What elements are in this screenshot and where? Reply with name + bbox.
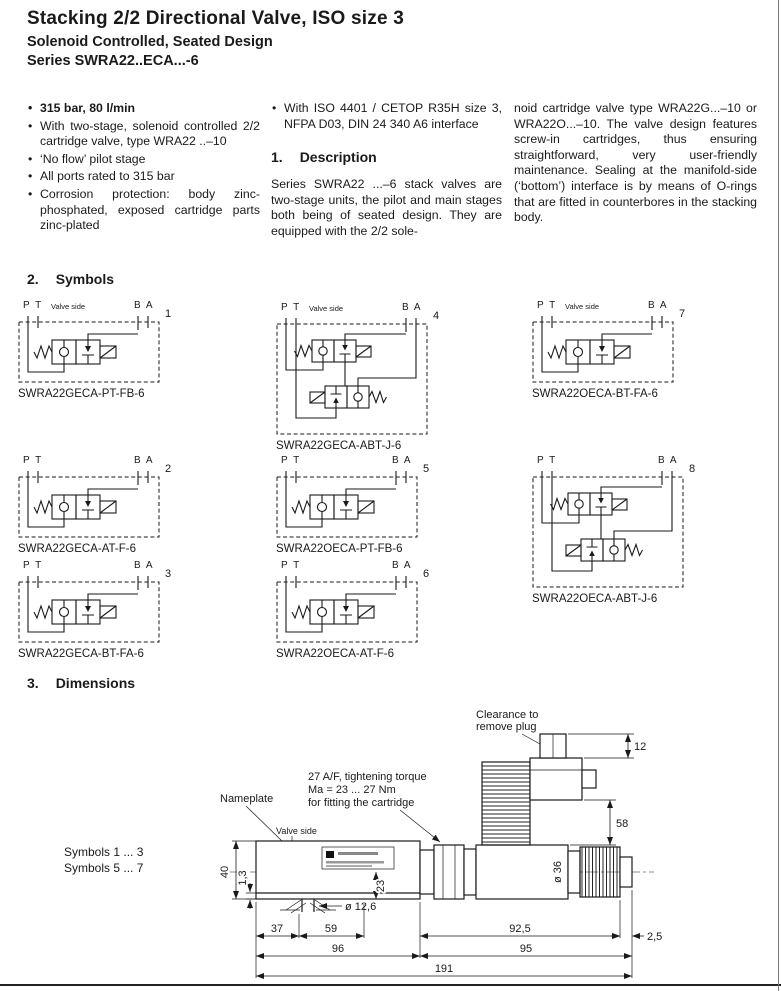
port-labels-pt: P T [23, 300, 42, 311]
port-labels-ba: B A [134, 560, 153, 571]
torque-note-line2: Ma = 23 ... 27 Nm [308, 784, 396, 796]
section-title: Description [299, 149, 377, 166]
dimensions-figure [24, 700, 764, 991]
symbol-number: 2 [165, 463, 172, 475]
symbol-diagram-4 [276, 302, 464, 452]
feature-list-right [271, 101, 502, 132]
page-right-rule [778, 0, 779, 991]
hydraulic-symbol-drawing [18, 572, 180, 646]
page-bottom-rule [0, 984, 781, 986]
dim-2-5: 2,5 [647, 931, 663, 943]
symbol-caption: SWRA22OECA-AT-F-6 [276, 648, 394, 660]
symbol-diagram-5 [276, 455, 454, 555]
dim-40: 40 [219, 865, 231, 879]
feature-item: • ‘No flow’ pilot stage [27, 152, 260, 168]
section-title: Dimensions [55, 675, 136, 691]
dim-59: 59 [324, 923, 338, 935]
dim-96: 96 [331, 943, 345, 955]
dim-12: 12 [634, 741, 647, 753]
port-labels-ba: B A [134, 455, 153, 466]
port-labels-pt: P T [537, 455, 556, 466]
feature-item: • All ports rated to 315 bar [27, 169, 260, 185]
symbol-caption: SWRA22OECA-PT-FB-6 [276, 543, 403, 555]
symbol-diagram-6 [276, 560, 454, 660]
symbol-caption: SWRA22OECA-ABT-J-6 [532, 593, 658, 605]
page-subtitle: Solenoid Controlled, Seated Design [27, 34, 273, 50]
dim-95: 95 [519, 943, 533, 955]
dim-12-6: ø 12,6 [345, 901, 377, 913]
valve-side-label: Valve side [565, 302, 600, 311]
clearance-label-line2: remove plug [476, 721, 537, 733]
symbol-caption: SWRA22OECA-BT-FA-6 [532, 388, 658, 400]
symbol-number: 8 [689, 463, 696, 475]
hydraulic-symbol-drawing [532, 467, 702, 591]
dimensions-heading [27, 675, 135, 691]
symbol-number: 5 [423, 463, 430, 475]
valve-side-label: Valve side [276, 826, 317, 836]
hydraulic-symbol-drawing [18, 467, 180, 541]
valve-side-label: Valve side [309, 304, 344, 313]
valve-side-label: Valve side [51, 302, 86, 311]
symbol-caption: SWRA22GECA-BT-FA-6 [18, 648, 144, 660]
hydraulic-symbol-drawing [18, 312, 180, 386]
description-paragraph-2: noid cartridge valve type WRA22G...–10 or WRA22O...–10. The valve design features screw-in cartridges, thus ensuring straightforward, very user-friendly maintenance. Sealing at the manifold-side (‘bottom’) interface is by means of O-rings that are fitted in counterbores in the stacking body. [514, 101, 757, 225]
dim-58: 58 [616, 818, 629, 830]
port-labels-ba: B A [648, 300, 667, 311]
page-series: Series SWRA22..ECA...-6 [27, 52, 199, 69]
port-labels-pt: P T [281, 560, 300, 571]
dim-92-5: 92,5 [509, 923, 531, 935]
section-number: 1. [271, 149, 283, 166]
torque-note-line3: for fitting the cartridge [308, 797, 415, 809]
header [27, 8, 404, 71]
description-heading [271, 149, 502, 167]
dim-191: 191 [434, 963, 454, 975]
symbol-caption: SWRA22GECA-PT-FB-6 [18, 388, 145, 400]
symbols-heading [27, 271, 114, 287]
symbol-number: 4 [433, 310, 440, 322]
feature-list-left [27, 101, 260, 234]
torque-note-line1: 27 A/F, tightening torque [308, 771, 427, 783]
symbol-diagram-3 [18, 560, 196, 660]
dimensions-drawing [24, 700, 764, 991]
feature-item: • 315 bar, 80 l/min [27, 101, 260, 117]
hydraulic-symbol-drawing [276, 314, 446, 438]
clearance-label-line1: Clearance to [476, 709, 539, 721]
feature-item: • Corrosion protection: body zinc-phosphated, exposed cartridge parts zinc-plated [27, 187, 260, 234]
port-labels-pt: P T [281, 455, 300, 466]
dim-36: ø 36 [552, 860, 564, 884]
dim-23: 23 [375, 879, 387, 893]
port-labels-pt: P T [281, 302, 300, 313]
features-column-left [27, 101, 260, 236]
symbol-number: 7 [679, 308, 686, 320]
description-column-right [514, 101, 757, 226]
hydraulic-symbol-drawing [532, 312, 694, 386]
port-labels-ba: B A [402, 302, 421, 313]
section-title: Symbols [55, 271, 115, 287]
symbol-number: 6 [423, 568, 430, 580]
section-number: 2. [27, 271, 39, 287]
port-labels-pt: P T [537, 300, 556, 311]
symbol-number: 3 [165, 568, 172, 580]
symbol-caption: SWRA22GECA-ABT-J-6 [276, 440, 402, 452]
symbol-caption: SWRA22GECA-AT-F-6 [18, 543, 136, 555]
port-labels-ba: B A [392, 560, 411, 571]
hydraulic-symbol-drawing [276, 572, 438, 646]
symbol-diagram-8 [532, 455, 720, 605]
symbol-diagram-1 [18, 300, 196, 400]
nameplate-logo [322, 847, 394, 869]
port-labels-pt: P T [23, 560, 42, 571]
dim-1-3: 1,3 [237, 870, 249, 886]
symbols-note-2: Symbols 5 ... 7 [64, 861, 144, 875]
symbol-diagram-7 [532, 300, 710, 400]
symbol-number: 1 [165, 308, 172, 320]
hydraulic-symbol-drawing [276, 467, 438, 541]
port-labels-pt: P T [23, 455, 42, 466]
port-labels-ba: B A [134, 300, 153, 311]
port-labels-ba: B A [392, 455, 411, 466]
feature-item: • With two-stage, solenoid controlled 2/2 cartridge valve, type WRA22 ..–10 [27, 119, 260, 150]
nameplate-label: Nameplate [220, 793, 274, 805]
symbols-note-1: Symbols 1 ... 3 [64, 845, 144, 859]
page-title: Stacking 2/2 Directional Valve, ISO size 3 [27, 8, 404, 29]
section-number: 3. [27, 675, 39, 691]
dim-37: 37 [270, 923, 284, 935]
feature-item: • With ISO 4401 / CETOP R35H size 3, NFPA D03, DIN 24 340 A6 interface [271, 101, 502, 132]
features-column-middle [271, 101, 502, 239]
symbol-diagram-2 [18, 455, 196, 555]
description-paragraph-1: Series SWRA22 ...–6 stack valves are two-stage units, the pilot and main stages both being of seated design. They are equipped with the 2/2 sole- [271, 176, 502, 238]
port-labels-ba: B A [658, 455, 677, 466]
